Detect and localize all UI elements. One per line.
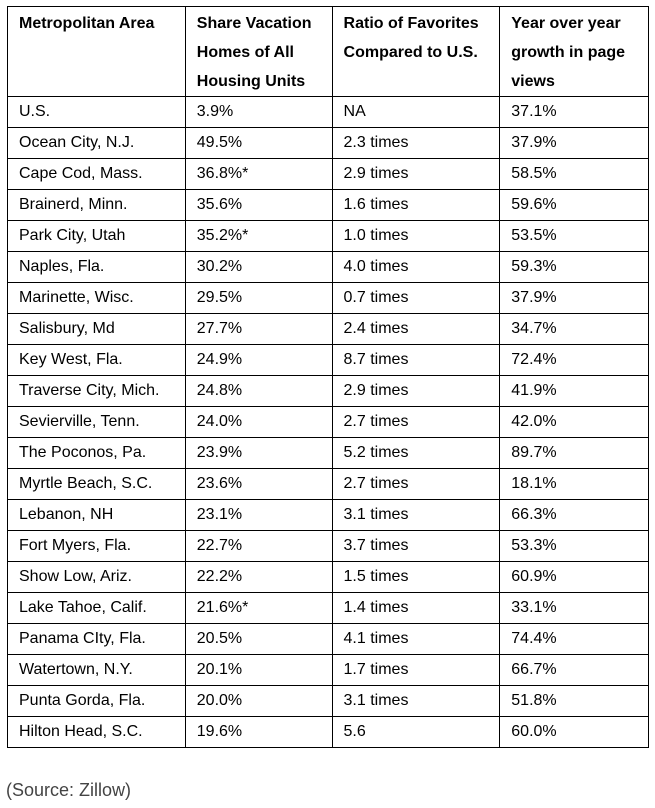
cell-metropolitan-area: Salisbury, Md (8, 314, 186, 345)
cell-share-vacation-homes: 24.9% (185, 345, 332, 376)
cell-page-view-growth: 37.9% (500, 283, 649, 314)
cell-page-view-growth: 53.3% (500, 531, 649, 562)
table-row (8, 252, 649, 283)
cell-share-vacation-homes: 23.9% (185, 438, 332, 469)
cell-metropolitan-area: Sevierville, Tenn. (8, 407, 186, 438)
cell-ratio-of-favorites: 1.7 times (332, 655, 500, 686)
cell-page-view-growth: 51.8% (500, 686, 649, 717)
cell-ratio-of-favorites: 3.1 times (332, 500, 500, 531)
cell-metropolitan-area: Park City, Utah (8, 221, 186, 252)
header-page-view-growth: Year over year growth in page views (500, 7, 649, 97)
cell-ratio-of-favorites: 5.2 times (332, 438, 500, 469)
cell-share-vacation-homes: 29.5% (185, 283, 332, 314)
cell-ratio-of-favorites: 2.7 times (332, 469, 500, 500)
table-row (8, 438, 649, 469)
table-row (8, 655, 649, 686)
cell-ratio-of-favorites: 4.0 times (332, 252, 500, 283)
cell-ratio-of-favorites: 2.3 times (332, 128, 500, 159)
cell-share-vacation-homes: 22.7% (185, 531, 332, 562)
cell-metropolitan-area: Ocean City, N.J. (8, 128, 186, 159)
cell-metropolitan-area: Watertown, N.Y. (8, 655, 186, 686)
cell-share-vacation-homes: 22.2% (185, 562, 332, 593)
cell-share-vacation-homes: 20.5% (185, 624, 332, 655)
cell-share-vacation-homes: 19.6% (185, 717, 332, 748)
cell-ratio-of-favorites: 2.7 times (332, 407, 500, 438)
cell-ratio-of-favorites: 1.5 times (332, 562, 500, 593)
table-header-row (8, 7, 649, 97)
table-body (8, 97, 649, 748)
cell-ratio-of-favorites: 1.4 times (332, 593, 500, 624)
cell-page-view-growth: 37.9% (500, 128, 649, 159)
cell-metropolitan-area: Naples, Fla. (8, 252, 186, 283)
table-row (8, 283, 649, 314)
table-row (8, 717, 649, 748)
cell-page-view-growth: 37.1% (500, 97, 649, 128)
table-row (8, 562, 649, 593)
cell-metropolitan-area: Show Low, Ariz. (8, 562, 186, 593)
cell-share-vacation-homes: 21.6%* (185, 593, 332, 624)
cell-page-view-growth: 53.5% (500, 221, 649, 252)
cell-page-view-growth: 66.3% (500, 500, 649, 531)
cell-share-vacation-homes: 20.1% (185, 655, 332, 686)
cell-metropolitan-area: Panama CIty, Fla. (8, 624, 186, 655)
cell-page-view-growth: 41.9% (500, 376, 649, 407)
cell-metropolitan-area: Key West, Fla. (8, 345, 186, 376)
cell-share-vacation-homes: 24.0% (185, 407, 332, 438)
vacation-homes-table (7, 6, 649, 748)
cell-page-view-growth: 60.0% (500, 717, 649, 748)
cell-page-view-growth: 59.3% (500, 252, 649, 283)
cell-share-vacation-homes: 27.7% (185, 314, 332, 345)
cell-ratio-of-favorites: 1.6 times (332, 190, 500, 221)
cell-page-view-growth: 59.6% (500, 190, 649, 221)
cell-ratio-of-favorites: 8.7 times (332, 345, 500, 376)
header-ratio-of-favorites: Ratio of Favorites Compared to U.S. (332, 7, 500, 97)
cell-page-view-growth: 33.1% (500, 593, 649, 624)
cell-metropolitan-area: Lebanon, NH (8, 500, 186, 531)
cell-metropolitan-area: Hilton Head, S.C. (8, 717, 186, 748)
table-row (8, 314, 649, 345)
table-row (8, 97, 649, 128)
cell-metropolitan-area: U.S. (8, 97, 186, 128)
cell-page-view-growth: 18.1% (500, 469, 649, 500)
table-row (8, 593, 649, 624)
cell-ratio-of-favorites: 3.1 times (332, 686, 500, 717)
header-share-vacation-homes: Share Vacation Homes of All Housing Units (185, 7, 332, 97)
table-row (8, 624, 649, 655)
cell-share-vacation-homes: 36.8%* (185, 159, 332, 190)
table-row (8, 190, 649, 221)
cell-page-view-growth: 74.4% (500, 624, 649, 655)
cell-ratio-of-favorites: 4.1 times (332, 624, 500, 655)
cell-metropolitan-area: The Poconos, Pa. (8, 438, 186, 469)
cell-ratio-of-favorites: 5.6 (332, 717, 500, 748)
table-row (8, 407, 649, 438)
cell-ratio-of-favorites: 1.0 times (332, 221, 500, 252)
cell-ratio-of-favorites: 2.9 times (332, 376, 500, 407)
cell-metropolitan-area: Myrtle Beach, S.C. (8, 469, 186, 500)
table-row (8, 531, 649, 562)
table-row (8, 686, 649, 717)
cell-page-view-growth: 58.5% (500, 159, 649, 190)
cell-metropolitan-area: Punta Gorda, Fla. (8, 686, 186, 717)
cell-page-view-growth: 89.7% (500, 438, 649, 469)
header-metropolitan-area: Metropolitan Area (8, 7, 186, 97)
table-row (8, 221, 649, 252)
table-row (8, 159, 649, 190)
table-row (8, 500, 649, 531)
cell-share-vacation-homes: 20.0% (185, 686, 332, 717)
cell-share-vacation-homes: 3.9% (185, 97, 332, 128)
cell-ratio-of-favorites: 0.7 times (332, 283, 500, 314)
cell-page-view-growth: 66.7% (500, 655, 649, 686)
cell-ratio-of-favorites: 2.4 times (332, 314, 500, 345)
cell-metropolitan-area: Brainerd, Minn. (8, 190, 186, 221)
table-row (8, 345, 649, 376)
cell-page-view-growth: 34.7% (500, 314, 649, 345)
cell-share-vacation-homes: 35.2%* (185, 221, 332, 252)
cell-share-vacation-homes: 30.2% (185, 252, 332, 283)
cell-share-vacation-homes: 35.6% (185, 190, 332, 221)
cell-share-vacation-homes: 23.6% (185, 469, 332, 500)
cell-share-vacation-homes: 24.8% (185, 376, 332, 407)
cell-metropolitan-area: Traverse City, Mich. (8, 376, 186, 407)
table-row (8, 469, 649, 500)
cell-metropolitan-area: Lake Tahoe, Calif. (8, 593, 186, 624)
cell-page-view-growth: 60.9% (500, 562, 649, 593)
table-row (8, 376, 649, 407)
cell-ratio-of-favorites: 3.7 times (332, 531, 500, 562)
cell-ratio-of-favorites: 2.9 times (332, 159, 500, 190)
cell-metropolitan-area: Marinette, Wisc. (8, 283, 186, 314)
cell-page-view-growth: 42.0% (500, 407, 649, 438)
table-row (8, 128, 649, 159)
cell-metropolitan-area: Fort Myers, Fla. (8, 531, 186, 562)
cell-page-view-growth: 72.4% (500, 345, 649, 376)
cell-metropolitan-area: Cape Cod, Mass. (8, 159, 186, 190)
cell-share-vacation-homes: 49.5% (185, 128, 332, 159)
cell-share-vacation-homes: 23.1% (185, 500, 332, 531)
cell-ratio-of-favorites: NA (332, 97, 500, 128)
source-note: (Source: Zillow) (6, 780, 132, 800)
